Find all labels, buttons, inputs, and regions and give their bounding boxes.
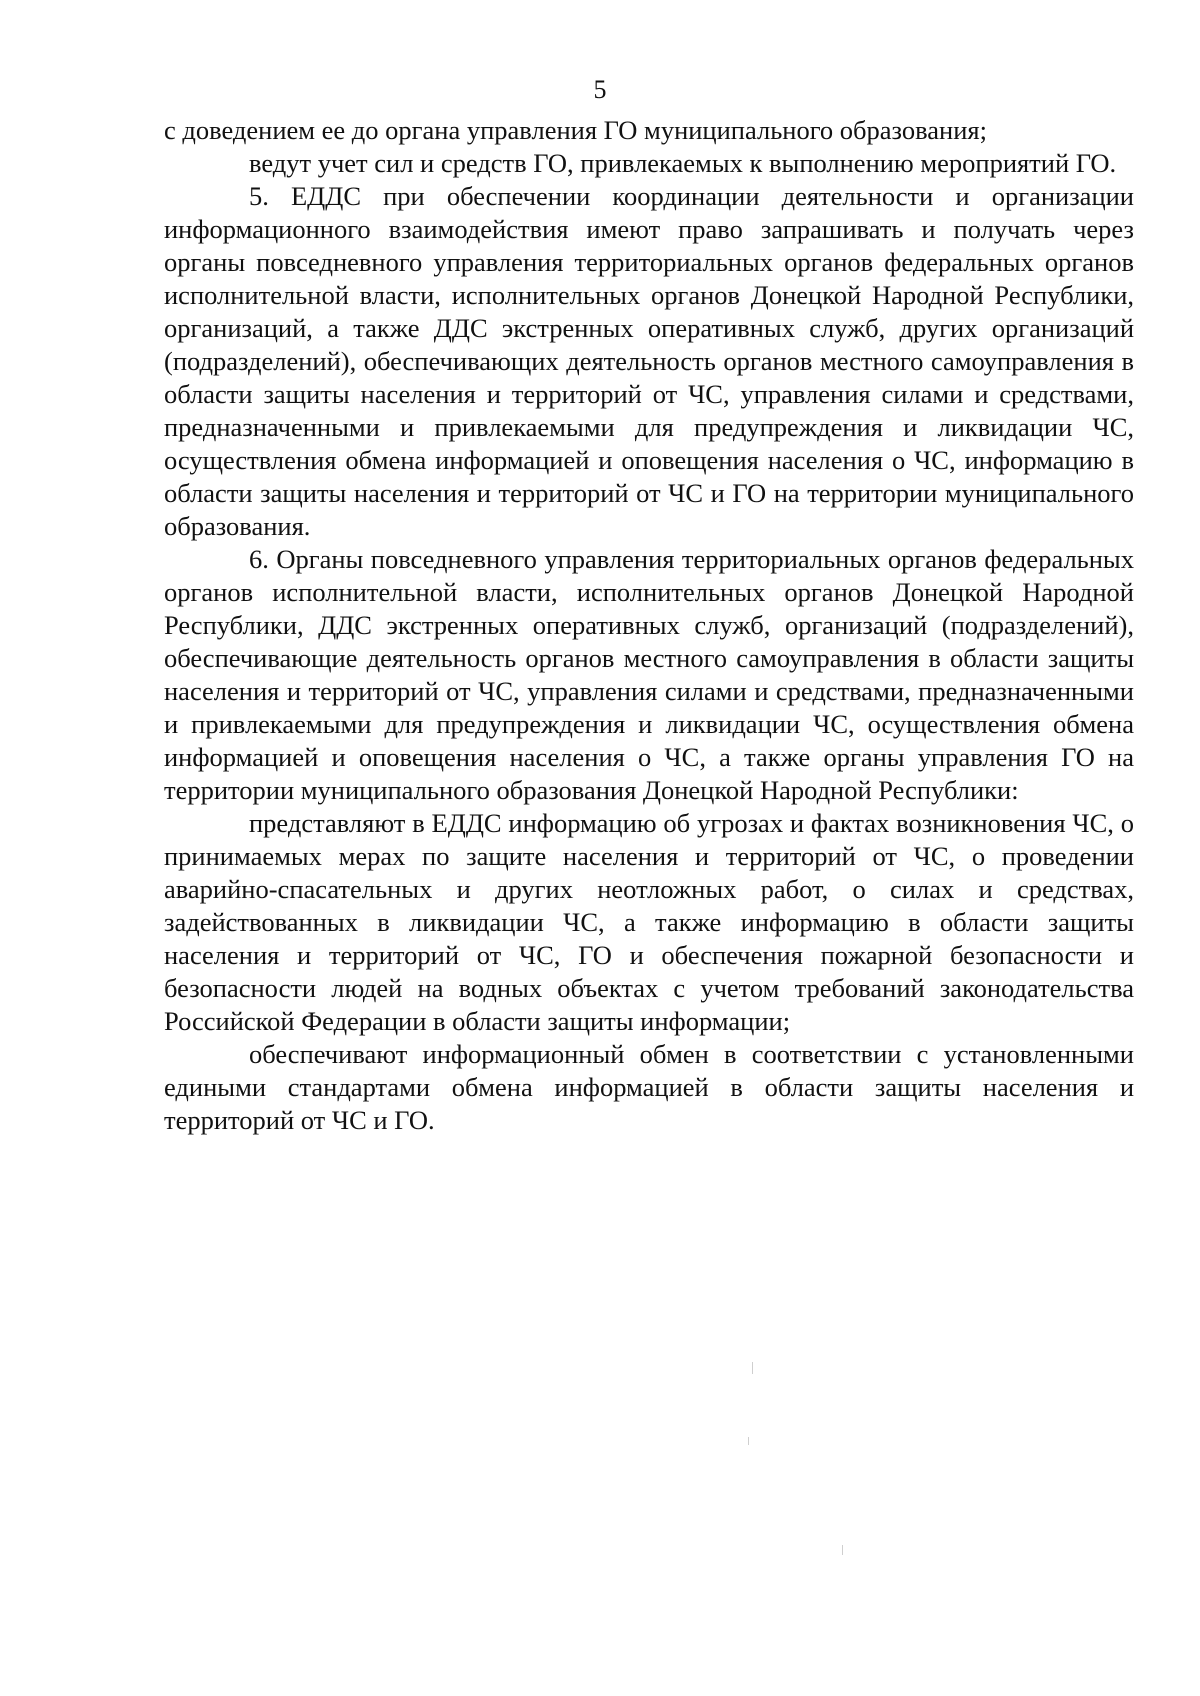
paragraph-5: представляют в ЕДДС информацию об угрозах и фактах возникновения ЧС, о принимаемых мерах по защите населения и территорий от ЧС, о проведении аварийно-спасательных и других неотложных работ, о силах и средствах, задействованных в ликвидации ЧС, а также информацию в области защиты населения и территорий от ЧС, ГО и обеспечения пожарной безопасности и безопасности людей на водных объектах с учетом требований законодательства Российской Федерации в области защиты информации; xyxy=(164,808,1134,1036)
scan-artifact xyxy=(748,1437,749,1445)
page-number: 5 xyxy=(593,75,607,104)
paragraph-2: ведут учет сил и средств ГО, привлекаемых к выполнению мероприятий ГО. xyxy=(249,148,1117,178)
scan-artifact xyxy=(842,1545,843,1555)
paragraph-3: 5. ЕДДС при обеспечении координации деятельности и организации информационного взаимодействия имеют право запрашивать и получать через органы повседневного управления территориальных органов федеральных органов исполнительной власти, исполнительных органов Донецкой Народной Республики, организаций, а также ДДС экстренных оперативных служб, других организаций (подразделений), обеспечивающих деятельность органов местного самоуправления в области защиты населения и территорий от ЧС, управления силами и средствами, предназначенными и привлекаемыми для предупреждения и ликвидации ЧС, осуществления обмена информацией и оповещения населения о ЧС, информацию в области защиты населения и территорий от ЧС и ГО на территории муниципального образования. xyxy=(164,181,1134,541)
scan-artifact xyxy=(752,1362,753,1374)
paragraph-4: 6. Органы повседневного управления территориальных органов федеральных органов исполнительной власти, исполнительных органов Донецкой Народной Республики, ДДС экстренных оперативных служб, организаций (подразделений), обеспечивающие деятельность органов местного самоуправления в области защиты населения и территорий от ЧС, управления силами и средствами, предназначенными и привлекаемыми для предупреждения и ликвидации ЧС, осуществления обмена информацией и оповещения населения о ЧС, а также органы управления ГО на территории муниципального образования Донецкой Народной Республики: xyxy=(164,544,1134,805)
document-body xyxy=(164,114,1134,1137)
paragraph-1: с доведением ее до органа управления ГО муниципального образования; xyxy=(164,115,987,145)
paragraph-6: обеспечивают информационный обмен в соответствии с установленными едиными стандартами обмена информацией в области защиты населения и территорий от ЧС и ГО. xyxy=(164,1039,1134,1135)
